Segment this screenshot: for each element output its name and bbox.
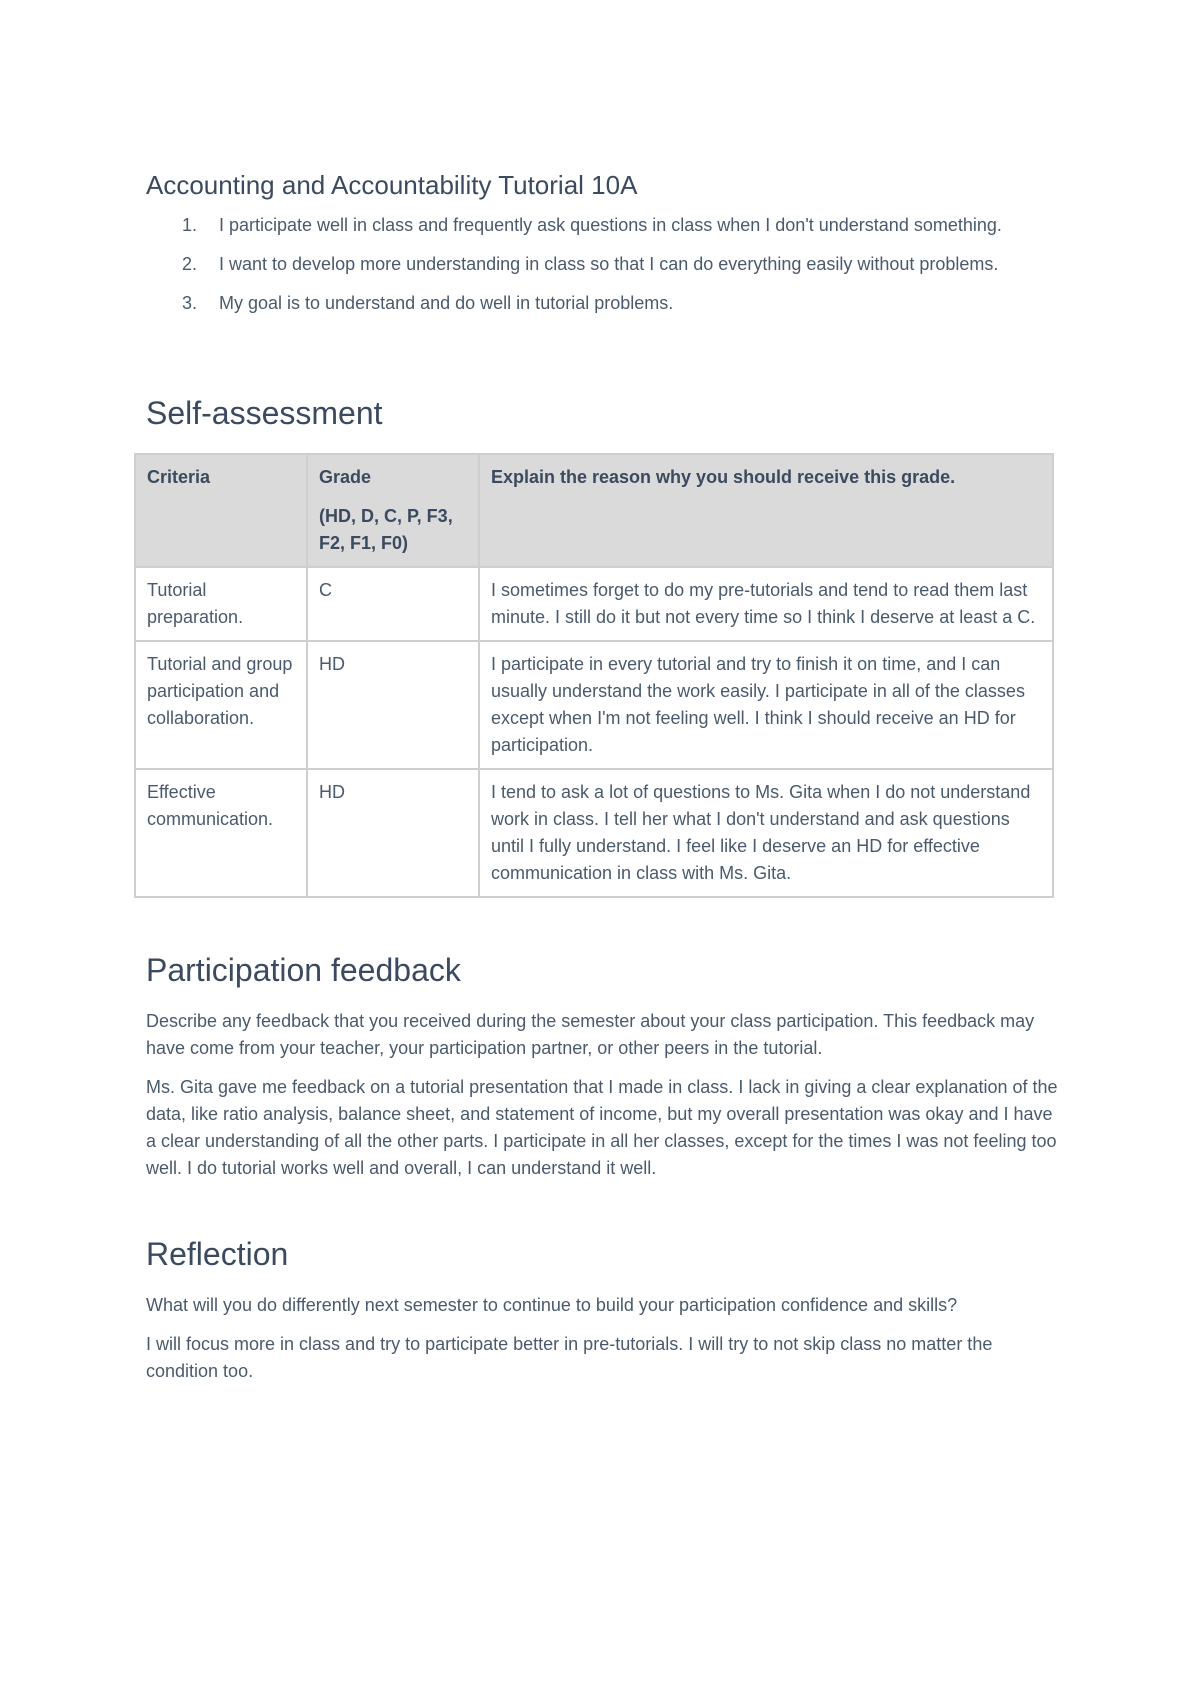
list-item-number: 3.	[182, 293, 198, 313]
list-item	[146, 251, 1066, 278]
header-reason-label: Explain the reason why you should receive this grade.	[491, 467, 956, 487]
header-criteria-label: Criteria	[147, 467, 211, 487]
participation-feedback-heading: Participation feedback	[146, 952, 461, 988]
list-item-text: I participate well in class and frequently ask questions in class when I don't understand something.	[219, 215, 1002, 235]
cell-reason: I participate in every tutorial and try to finish it on time, and I can usually understand the work easily. I participate in all of the classes except when I'm not feeling well. I think I should receive an HD for participation.	[479, 641, 1053, 769]
reflection-answer: I will focus more in class and try to participate better in pre-tutorials. I will try to not skip class no matter the condition too.	[146, 1334, 993, 1381]
goals-list	[146, 212, 1066, 317]
list-item-text: I want to develop more understanding in class so that I can do everything easily without problems.	[219, 254, 999, 274]
cell-criteria: Tutorial preparation.	[135, 567, 307, 641]
cell-grade: C	[307, 567, 479, 641]
table-header-row	[135, 454, 1053, 567]
list-item	[146, 290, 1066, 317]
table-row	[135, 769, 1053, 897]
reflection-heading: Reflection	[146, 1236, 289, 1272]
list-item-text: My goal is to understand and do well in tutorial problems.	[219, 293, 674, 313]
document-content	[146, 168, 1066, 1397]
header-grade-options: (HD, D, C, P, F3, F2, F1, F0)	[319, 506, 453, 553]
table-row	[135, 567, 1053, 641]
header-criteria	[135, 454, 307, 567]
document-title: Accounting and Accountability Tutorial 10A	[146, 170, 638, 200]
reflection-prompt: What will you do differently next semester to continue to build your participation confidence and skills?	[146, 1295, 958, 1315]
list-item-number: 2.	[182, 254, 198, 274]
list-item-number: 1.	[182, 215, 198, 235]
cell-grade: HD	[307, 641, 479, 769]
cell-reason: I sometimes forget to do my pre-tutorials and tend to read them last minute. I still do it but not every time so I think I deserve at least a C.	[479, 567, 1053, 641]
cell-criteria: Effective communication.	[135, 769, 307, 897]
self-assessment-heading: Self-assessment	[146, 395, 383, 431]
header-grade-label: Grade	[319, 467, 372, 487]
table-row	[135, 641, 1053, 769]
header-reason	[479, 454, 1053, 567]
cell-reason: I tend to ask a lot of questions to Ms. Gita when I do not understand work in class. I tell her what I don't understand and ask questions until I fully understand. I feel like I deserve an HD for effective communication in class with Ms. Gita.	[479, 769, 1053, 897]
participation-feedback-answer: Ms. Gita gave me feedback on a tutorial presentation that I made in class. I lack in giving a clear explanation of the data, like ratio analysis, balance sheet, and statement of income, but my overall presentation was okay and I have a clear understanding of all the other parts. I participate in all her classes, except for the times I was not feeling too well. I do tutorial works well and overall, I can understand it well.	[146, 1077, 1058, 1178]
participation-feedback-prompt: Describe any feedback that you received during the semester about your class participation. This feedback may have come from your teacher, your participation partner, or other peers in the tutorial.	[146, 1011, 1035, 1058]
cell-grade: HD	[307, 769, 479, 897]
self-assessment-table	[134, 453, 1054, 898]
list-item	[146, 212, 1066, 239]
cell-criteria: Tutorial and group participation and collaboration.	[135, 641, 307, 769]
header-grade	[307, 454, 479, 567]
